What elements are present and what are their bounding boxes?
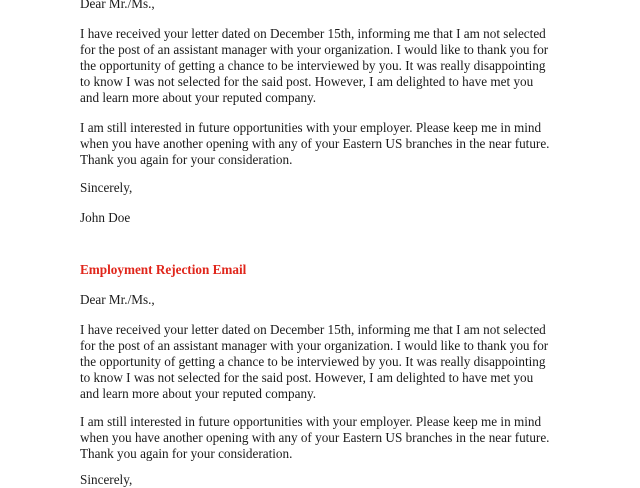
paragraph-line: when you have another opening with any of your Eastern US branches in the near future.	[80, 136, 550, 151]
paragraph-line: to know I was not selected for the said post. However, I am delighted to have met you	[80, 74, 534, 89]
closing: Sincerely,	[80, 180, 133, 195]
paragraph-line: for the post of an assistant manager with your organization. I would like to thank you for	[80, 338, 549, 353]
paragraph-line: Thank you again for your consideration.	[80, 446, 293, 461]
paragraph-line: I am still interested in future opportunities with your employer. Please keep me in mind	[80, 414, 542, 429]
paragraph-line: I have received your letter dated on December 15th, informing me that I am not selected	[80, 26, 546, 41]
salutation: Dear Mr./Ms.,	[80, 292, 155, 307]
paragraph-line: when you have another opening with any of your Eastern US branches in the near future.	[80, 430, 550, 445]
paragraph-line: to know I was not selected for the said post. However, I am delighted to have met you	[80, 370, 534, 385]
paragraph-line: I have received your letter dated on December 15th, informing me that I am not selected	[80, 322, 546, 337]
paragraph-line: and learn more about your reputed company.	[80, 90, 317, 105]
closing: Sincerely,	[80, 472, 133, 487]
paragraph-line: Thank you again for your consideration.	[80, 152, 293, 167]
signature: John Doe	[80, 210, 131, 225]
paragraph-line: I am still interested in future opportunities with your employer. Please keep me in mind	[80, 120, 542, 135]
salutation: Dear Mr./Ms.,	[80, 0, 155, 11]
paragraph-line: the opportunity of getting a chance to be interviewed by you. It was really disappointing	[80, 58, 546, 73]
section-heading: Employment Rejection Email	[80, 262, 247, 277]
paragraph-line: the opportunity of getting a chance to be interviewed by you. It was really disappointing	[80, 354, 546, 369]
paragraph-line: and learn more about your reputed company.	[80, 386, 317, 401]
paragraph-line: for the post of an assistant manager with your organization. I would like to thank you for	[80, 42, 549, 57]
